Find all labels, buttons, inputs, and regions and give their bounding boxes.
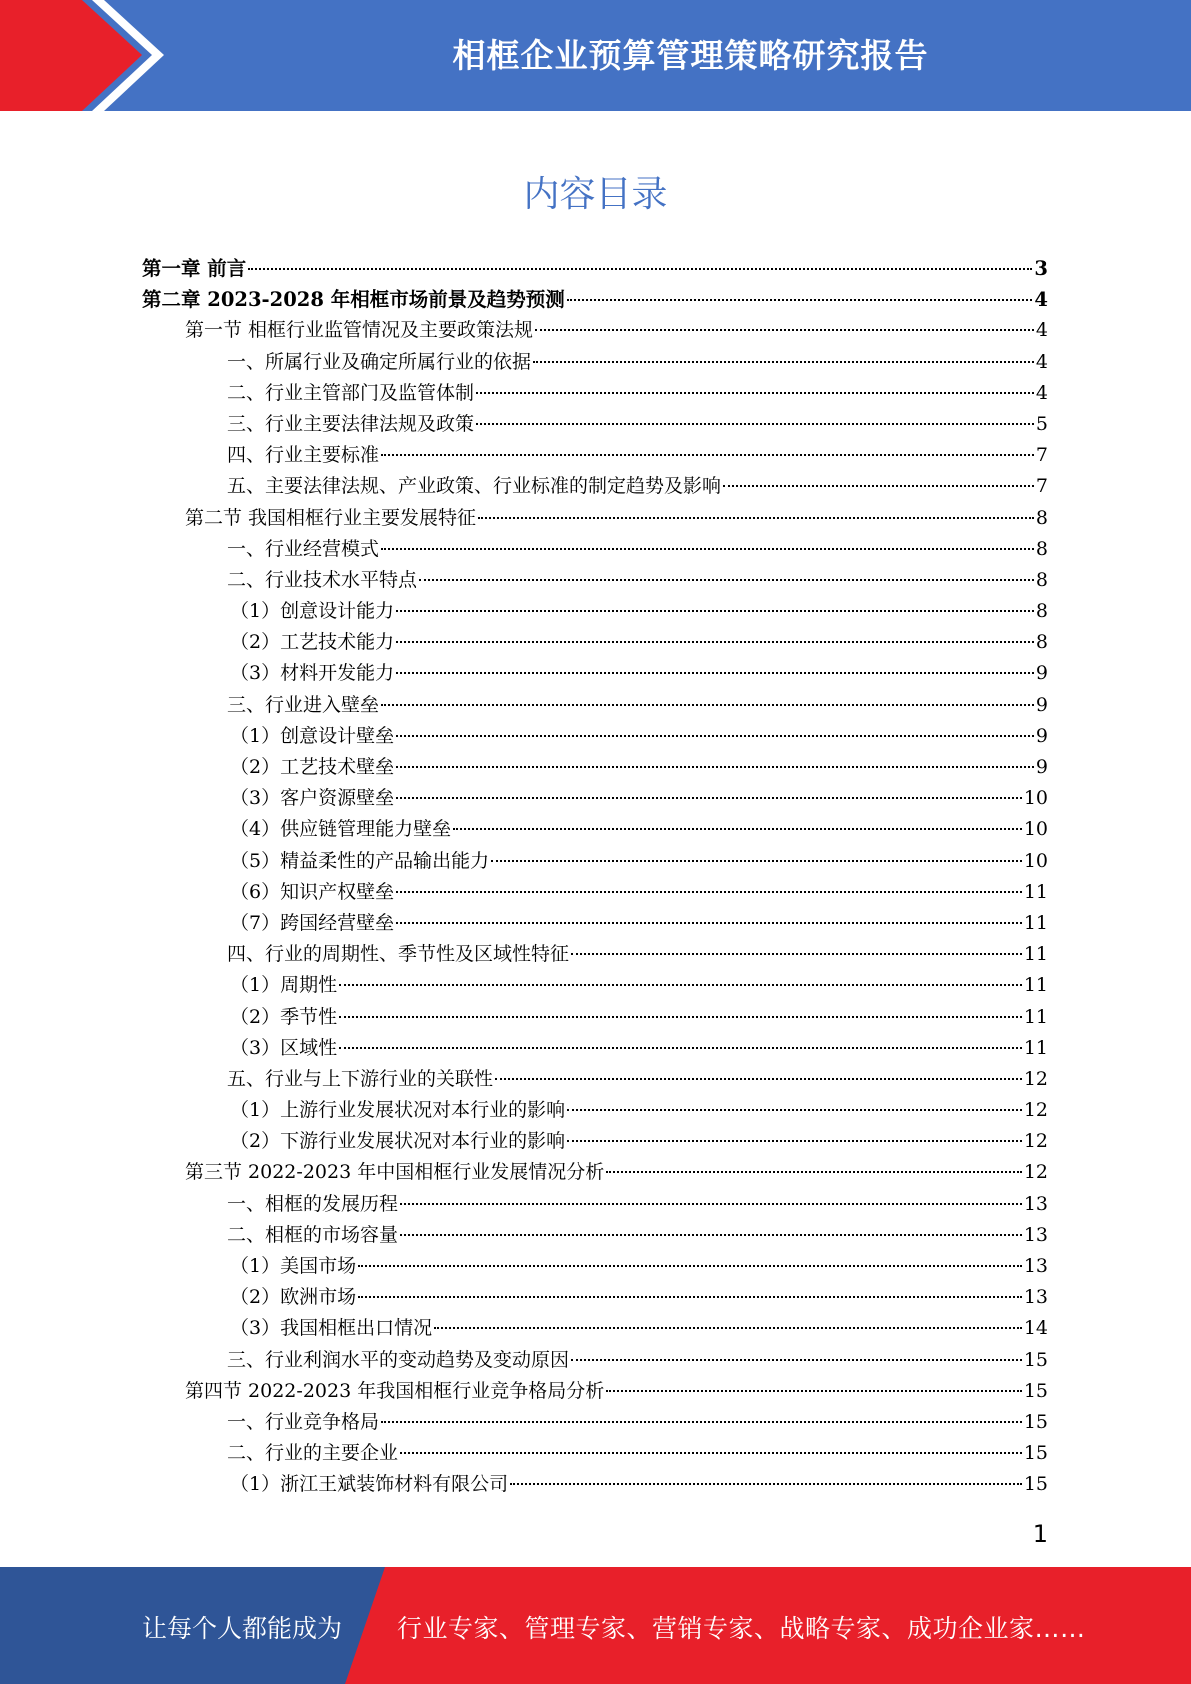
toc-dot-leader <box>606 1171 1022 1173</box>
toc-dot-leader <box>339 1047 1022 1049</box>
toc-entry-label: （1）创意设计壁垒 <box>230 724 395 747</box>
toc-entry-label: 五、行业与上下游行业的关联性 <box>227 1067 494 1090</box>
toc-entry-label: （2）季节性 <box>230 1005 338 1028</box>
toc-dot-leader <box>453 828 1022 830</box>
toc-entry-page: 8 <box>1035 600 1048 623</box>
toc-entry-label: （3）客户资源壁垒 <box>230 787 395 810</box>
toc-entry-page: 11 <box>1023 1005 1048 1028</box>
toc-entry[interactable] <box>142 440 1048 471</box>
toc-entry[interactable] <box>142 721 1048 752</box>
toc-entry[interactable] <box>142 1157 1048 1188</box>
toc-dot-leader <box>535 329 1034 331</box>
toc-entry-page: 10 <box>1023 818 1048 841</box>
toc-entry[interactable] <box>142 565 1048 596</box>
toc-entry-page: 15 <box>1023 1442 1048 1465</box>
toc-dot-leader <box>381 454 1034 456</box>
toc-dot-leader <box>571 1359 1022 1361</box>
toc-entry-label: 第一章 前言 <box>142 257 247 280</box>
page-number: 1 <box>1032 1520 1048 1548</box>
toc-dot-leader <box>396 922 1022 924</box>
toc-entry-page: 15 <box>1023 1379 1048 1402</box>
toc-entry-label: （5）精益柔性的产品输出能力 <box>230 849 490 872</box>
toc-entry-label: 五、主要法律法规、产业政策、行业标准的制定趋势及影响 <box>227 475 722 498</box>
toc-dot-leader <box>419 579 1034 581</box>
toc-entry-label: （2）下游行业发展状况对本行业的影响 <box>230 1130 566 1153</box>
toc-entry-page: 7 <box>1035 444 1048 467</box>
report-title: 相框企业预算管理策略研究报告 <box>452 36 929 75</box>
toc-dot-leader <box>476 423 1034 425</box>
toc-entry-page: 15 <box>1023 1410 1048 1433</box>
toc-entry-page: 11 <box>1023 880 1048 903</box>
toc-entry-page: 4 <box>1035 381 1048 404</box>
toc-entry-label: 二、行业的主要企业 <box>227 1442 399 1465</box>
toc-entry[interactable] <box>142 534 1048 565</box>
toc-entry-page: 11 <box>1023 943 1048 966</box>
toc-entry-label: 一、行业经营模式 <box>227 537 380 560</box>
toc-entry[interactable] <box>142 846 1048 877</box>
toc-entry[interactable] <box>142 503 1048 534</box>
toc-dot-leader <box>567 299 1033 301</box>
toc-entry-label: 四、行业的周期性、季节性及区域性特征 <box>227 943 570 966</box>
toc-entry-label: 二、行业技术水平特点 <box>227 568 418 591</box>
toc-entry[interactable] <box>142 1407 1048 1438</box>
toc-dot-leader <box>400 1452 1022 1454</box>
toc-dot-leader <box>723 485 1034 487</box>
toc-entry[interactable] <box>142 752 1048 783</box>
toc-dot-leader <box>339 984 1022 986</box>
toc-entry-page: 11 <box>1023 974 1048 997</box>
toc-dot-leader <box>400 1234 1022 1236</box>
toc-entry-label: （1）浙江王斌装饰材料有限公司 <box>230 1473 509 1496</box>
toc-entry-label: 第二节 我国相框行业主要发展特征 <box>185 506 477 529</box>
toc-entry-label: 第一节 相框行业监管情况及主要政策法规 <box>185 319 534 342</box>
toc-entry-page: 8 <box>1035 537 1048 560</box>
toc-entry-page: 9 <box>1035 724 1048 747</box>
toc-entry-label: （3）我国相框出口情况 <box>230 1317 433 1340</box>
toc-entry-page: 4 <box>1035 319 1048 342</box>
toc-entry-label: （1）美国市场 <box>230 1255 357 1277</box>
toc-dot-leader <box>396 672 1034 674</box>
toc-entry-label: 一、相框的发展历程 <box>227 1192 399 1215</box>
toc-dot-leader <box>396 610 1034 612</box>
toc-entry-page: 5 <box>1035 412 1048 435</box>
toc-dot-leader <box>478 517 1034 519</box>
toc-entry-label: （4）供应链管理能力壁垒 <box>230 818 452 841</box>
toc-entry[interactable] <box>142 877 1048 908</box>
toc-entry-label: （2）工艺技术壁垒 <box>230 756 395 778</box>
toc-entry-label: （1）上游行业发展状况对本行业的影响 <box>230 1099 566 1122</box>
toc-entry-label: （1）创意设计能力 <box>230 600 395 623</box>
toc-entry-label: 三、行业进入壁垒 <box>227 693 380 716</box>
toc-dot-leader <box>571 953 1022 955</box>
toc-entry-page: 12 <box>1023 1161 1048 1184</box>
page-footer <box>0 1567 1191 1684</box>
toc-entry-page: 15 <box>1023 1473 1048 1496</box>
toc-entry[interactable] <box>142 908 1048 939</box>
toc-entry-label: （2）工艺技术能力 <box>230 631 395 654</box>
toc-entry[interactable] <box>142 1345 1048 1376</box>
toc-entry-label: 二、相框的市场容量 <box>227 1223 399 1246</box>
toc-entry-label: 一、行业竞争格局 <box>227 1410 380 1433</box>
toc-entry[interactable] <box>142 471 1048 502</box>
toc-entry-label: （7）跨国经营壁垒 <box>230 911 395 934</box>
toc-entry-page: 12 <box>1023 1099 1048 1122</box>
footer-slogan-left: 让每个人都能成为 <box>142 1614 343 1643</box>
toc-entry-label: 第二章 2023-2028 年相框市场前景及趋势预测 <box>142 288 565 312</box>
toc-entry-page: 11 <box>1023 1036 1048 1059</box>
toc-entry-page: 13 <box>1023 1286 1048 1309</box>
toc-entry-page: 15 <box>1023 1348 1048 1371</box>
toc-entry[interactable] <box>142 409 1048 440</box>
toc-dot-leader <box>567 1140 1022 1142</box>
toc-dot-leader <box>381 548 1034 550</box>
toc-entry[interactable] <box>142 690 1048 721</box>
toc-entry-label: 三、行业主要法律法规及政策 <box>227 412 475 435</box>
toc-entry[interactable] <box>142 1033 1048 1064</box>
toc-dot-leader <box>396 797 1022 799</box>
toc-entry-page: 8 <box>1035 631 1048 654</box>
toc-entry[interactable] <box>142 1220 1048 1251</box>
toc-heading: 内容目录 <box>523 174 668 215</box>
toc-entry-page: 7 <box>1035 475 1048 498</box>
toc-entry[interactable] <box>142 1189 1048 1220</box>
toc-dot-leader <box>396 641 1034 643</box>
toc-dot-leader <box>434 1327 1022 1329</box>
toc-dot-leader <box>381 1421 1022 1423</box>
toc-dot-leader <box>396 735 1034 737</box>
toc-entry[interactable] <box>142 814 1048 845</box>
toc-dot-leader <box>381 704 1034 706</box>
toc-entry-page: 14 <box>1023 1317 1048 1340</box>
toc-entry[interactable] <box>142 1251 1048 1282</box>
toc-entry[interactable] <box>142 1095 1048 1126</box>
toc-entry-label: （1）周期性 <box>230 974 338 997</box>
toc-entry[interactable] <box>142 1313 1048 1344</box>
toc-entry[interactable] <box>142 1438 1048 1469</box>
toc-entry[interactable] <box>142 1002 1048 1033</box>
toc-entry-label: 第三节 2022-2023 年中国相框行业发展情况分析 <box>185 1161 605 1184</box>
toc-entry[interactable] <box>142 783 1048 814</box>
toc-entry[interactable] <box>142 347 1048 378</box>
toc-dot-leader <box>533 361 1034 363</box>
toc-dot-leader <box>567 1109 1022 1111</box>
page-header <box>0 0 1191 111</box>
toc-entry[interactable] <box>142 658 1048 689</box>
toc-entry-page: 12 <box>1023 1130 1048 1153</box>
toc-entry[interactable] <box>142 627 1048 658</box>
toc-dot-leader <box>476 392 1034 394</box>
toc-entry-page: 4 <box>1034 288 1048 312</box>
toc-entry[interactable] <box>142 596 1048 627</box>
toc-entry-page: 13 <box>1023 1223 1048 1246</box>
toc-entry[interactable] <box>142 1376 1048 1407</box>
toc-entry[interactable] <box>142 1469 1048 1500</box>
toc-entry-label: 二、行业主管部门及监管体制 <box>227 381 475 404</box>
toc-entry-page: 12 <box>1023 1067 1048 1090</box>
toc-dot-leader <box>339 1016 1022 1018</box>
table-of-contents <box>142 253 1048 1501</box>
toc-entry-page: 10 <box>1023 787 1048 810</box>
toc-dot-leader <box>396 891 1022 893</box>
toc-entry[interactable] <box>142 378 1048 409</box>
toc-entry-label: 四、行业主要标准 <box>227 444 380 467</box>
toc-entry-page: 9 <box>1035 662 1048 685</box>
toc-dot-leader <box>495 1078 1022 1080</box>
toc-entry-label: 一、所属行业及确定所属行业的依据 <box>227 350 532 373</box>
toc-entry-label: 三、行业利润水平的变动趋势及变动原因 <box>227 1348 570 1371</box>
toc-entry-page: 4 <box>1035 350 1048 373</box>
toc-dot-leader <box>510 1483 1022 1485</box>
toc-dot-leader <box>248 268 1032 270</box>
toc-entry-page: 13 <box>1023 1192 1048 1215</box>
toc-entry[interactable] <box>142 284 1048 315</box>
toc-entry-label: （3）区域性 <box>230 1036 338 1059</box>
toc-entry[interactable] <box>142 939 1048 970</box>
toc-dot-leader <box>606 1390 1022 1392</box>
toc-entry-page: 9 <box>1035 756 1048 778</box>
toc-dot-leader <box>396 766 1034 768</box>
toc-entry-page: 11 <box>1023 911 1048 934</box>
toc-entry-page: 3 <box>1034 257 1048 280</box>
toc-entry-page: 8 <box>1035 506 1048 529</box>
toc-entry-label: （2）欧洲市场 <box>230 1286 357 1309</box>
toc-entry[interactable] <box>142 253 1048 284</box>
toc-entry[interactable] <box>142 1282 1048 1313</box>
toc-entry-label: 第四节 2022-2023 年我国相框行业竞争格局分析 <box>185 1379 605 1402</box>
toc-entry[interactable] <box>142 1126 1048 1157</box>
toc-dot-leader <box>358 1265 1022 1267</box>
toc-dot-leader <box>491 860 1022 862</box>
toc-entry[interactable] <box>142 1064 1048 1095</box>
toc-entry-page: 10 <box>1023 849 1048 872</box>
toc-entry-page: 9 <box>1035 693 1048 716</box>
toc-dot-leader <box>358 1296 1022 1298</box>
toc-entry-page: 13 <box>1023 1255 1048 1277</box>
toc-entry[interactable] <box>142 315 1048 346</box>
footer-slogan-right: 行业专家、管理专家、营销专家、战略专家、成功企业家…… <box>397 1614 1086 1643</box>
toc-entry-page: 8 <box>1035 568 1048 591</box>
toc-entry[interactable] <box>142 970 1048 1001</box>
toc-dot-leader <box>400 1203 1022 1205</box>
toc-entry-label: （6）知识产权壁垒 <box>230 880 395 903</box>
toc-entry-label: （3）材料开发能力 <box>230 662 395 685</box>
